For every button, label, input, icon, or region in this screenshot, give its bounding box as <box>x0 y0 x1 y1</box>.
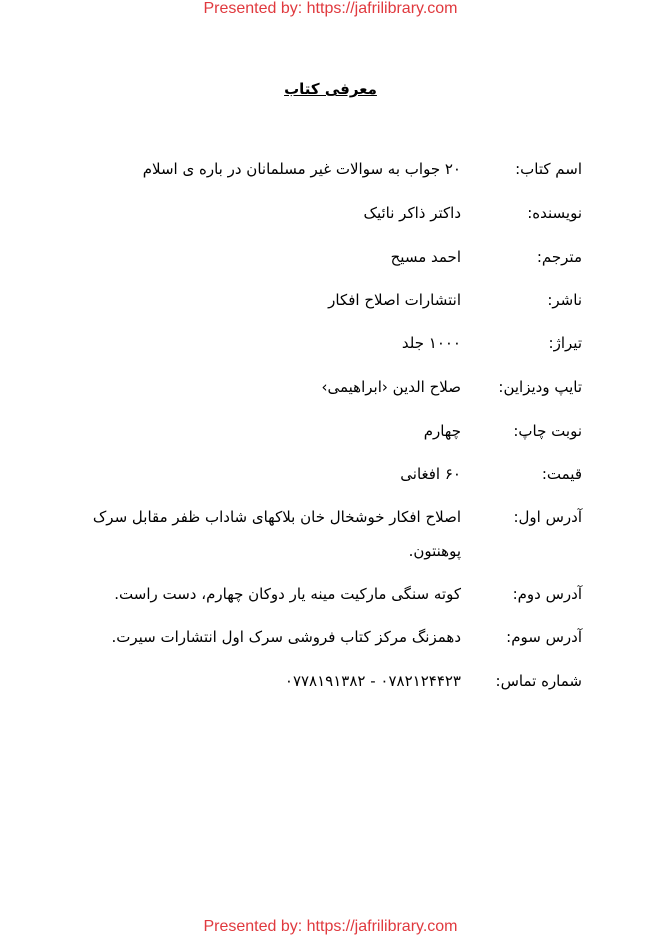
row-address-3 <box>70 623 582 667</box>
label-publisher: ناشر: <box>547 291 582 309</box>
row-author <box>70 199 582 243</box>
value-publisher: انتشارات اصلاح افکار <box>328 291 461 309</box>
row-phone <box>70 667 582 711</box>
value-book-name: ۲۰ جواب به سوالات غیر مسلمانان در باره ی اسلام <box>142 160 461 178</box>
row-address-2 <box>70 580 582 623</box>
label-price: قیمت: <box>541 465 582 483</box>
value-translator: احمد مسیح <box>390 248 461 266</box>
row-price <box>70 460 582 503</box>
value-address-1: اصلاح افکار خوشخال خان بلاکهای شاداب ظفر مقابل سرک پوهنتون. <box>92 508 461 560</box>
label-print-run: تیراژ: <box>548 334 582 352</box>
row-typesetting <box>70 373 582 417</box>
label-phone: شماره تماس: <box>495 672 582 690</box>
value-edition: چهارم <box>423 422 461 440</box>
value-address-3: دهمزنگ مرکز کتاب فروشی سرک اول انتشارات سیرت. <box>111 628 461 646</box>
value-phone: ۰۷۸۲۱۲۴۴۲۳ - ۰۷۷۸۱۹۱۳۸۲ <box>284 672 461 690</box>
value-typesetting: صلاح الدین ‹ابراهیمی› <box>321 378 461 396</box>
label-typesetting: تایپ ودیزاین: <box>498 378 582 396</box>
row-translator <box>70 243 582 286</box>
page-title: معرفی کتاب <box>284 80 377 98</box>
row-address-1 <box>70 503 582 580</box>
label-author: نویسنده: <box>527 204 582 222</box>
label-book-name: اسم کتاب: <box>515 160 582 178</box>
book-info-list <box>70 155 582 711</box>
label-edition: نوبت چاپ: <box>513 422 582 440</box>
value-address-2: کوته سنگی مارکیت مینه یار دوکان چهارم، دست راست. <box>114 585 461 603</box>
value-print-run: ۱۰۰۰ جلد <box>401 334 461 352</box>
label-translator: مترجم: <box>536 248 582 266</box>
value-price: ۶۰ افغانی <box>400 465 461 483</box>
row-edition <box>70 417 582 460</box>
label-address-3: آدرس سوم: <box>506 628 582 646</box>
watermark-top: Presented by: https://jafrilibrary.com <box>203 0 458 17</box>
value-author: داکتر ذاکر نائیک <box>363 204 461 222</box>
watermark-bottom: Presented by: https://jafrilibrary.com <box>203 918 458 935</box>
label-address-2: آدرس دوم: <box>512 585 582 603</box>
row-book-name <box>70 155 582 199</box>
label-address-1: آدرس اول: <box>513 508 582 526</box>
row-print-run <box>70 329 582 373</box>
row-publisher <box>70 286 582 329</box>
